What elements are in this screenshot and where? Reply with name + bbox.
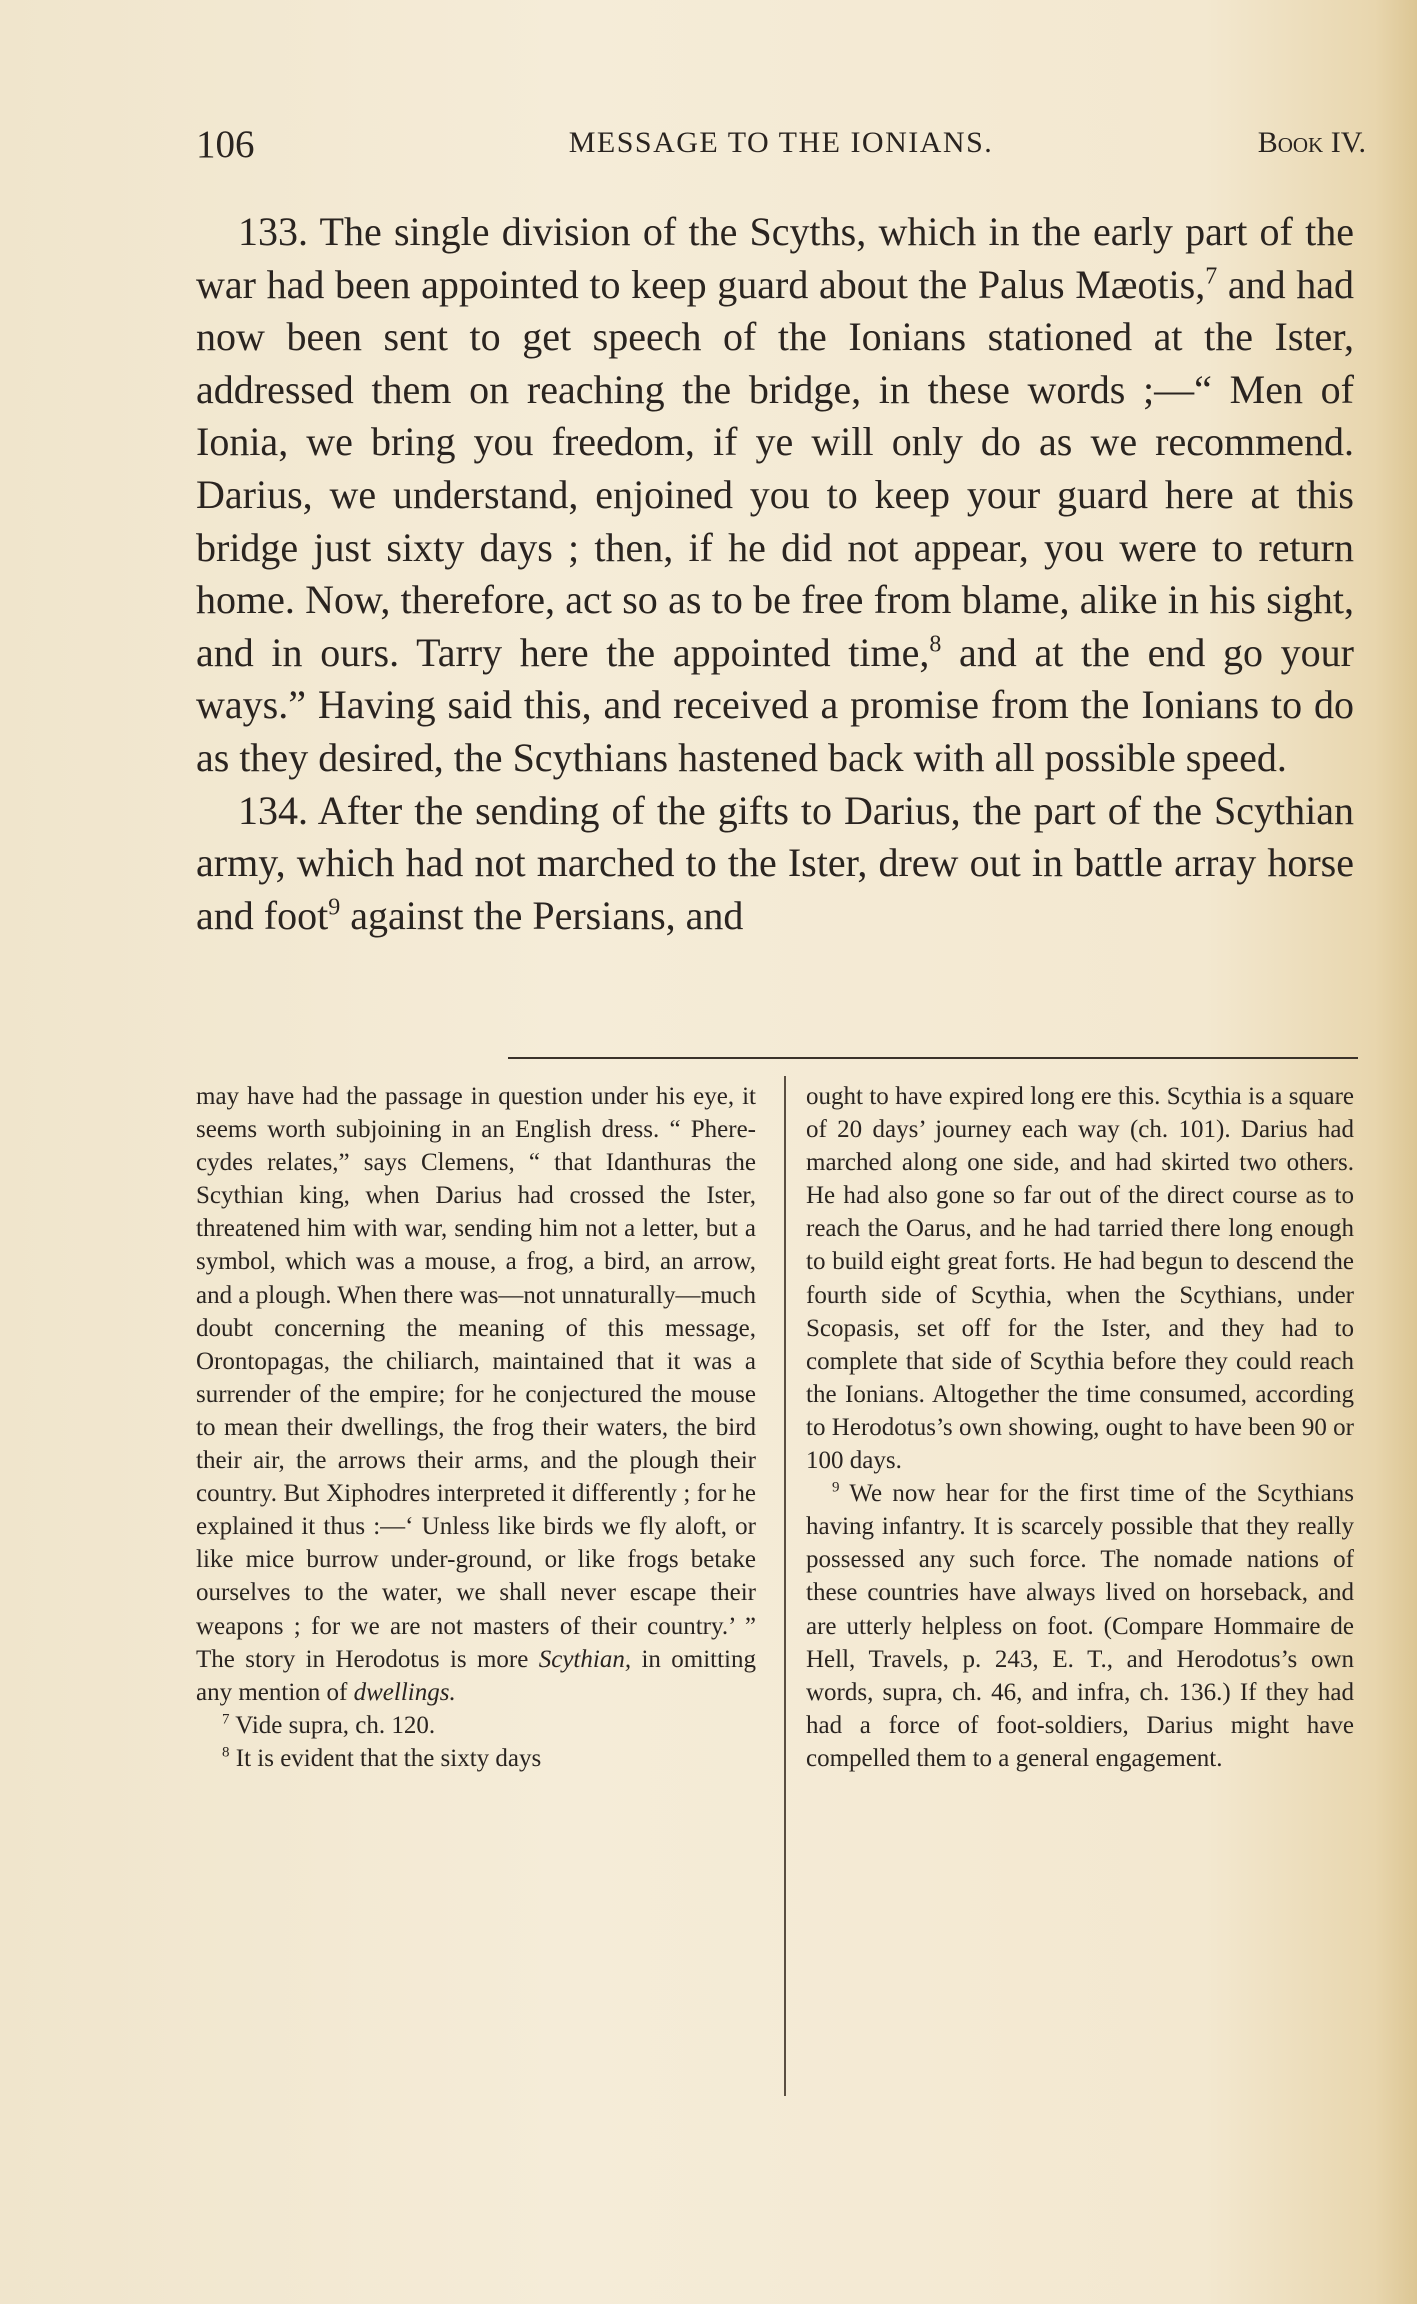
footnote-divider <box>508 1057 1358 1059</box>
running-title: MESSAGE TO THE IONIANS. <box>568 126 994 159</box>
footnote-ref-7: 7 <box>1205 263 1218 290</box>
book-label: Book IV. <box>1257 126 1366 159</box>
footnote-8-continuation: ought to have expired long ere this. Scythia is a square of 20 days’ journey each way (ch. 101). Darius had marched along one side, and had skirted two others. He had also gone so far out of the direct course as to reach the Oarus, and he had tarried there long enough to build eight great forts. He had begun to descend the fourth side of Scythia, when the Scythians, under Scopasis, set off for the Ister, and they had to complete that side of Scythia before they could reach the Ionians. Altogether the time consumed, according to Herodotus’s own showing, ought to have been 90 or 100 days. <box>806 1083 1354 1475</box>
footnotes-left-column <box>196 1080 756 1775</box>
page-number: 106 <box>196 123 255 166</box>
main-text <box>196 206 1354 942</box>
footnote-9: $^9$ We now hear for the first time of the Scythians having infantry. It is scarcely possible that they really possessed any such force. The nomade nations of these countries have always lived on horseback, and are utterly helpless on foot. (Compare Hommaire de Hell, Travels, p. 243, E. T., and Herodotus’s own words, supra, ch. 46, and infra, ch. 136.) If they had had a force of foot-soldiers, Darius might have compelled them to a general engagement. <box>806 1479 1354 1772</box>
column-divider <box>784 1076 786 2096</box>
footnote-7: $^7$ Vide supra, ch. 120. <box>222 1711 436 1739</box>
running-header <box>196 122 1366 166</box>
paragraph-134: 134. After the sending of the gifts to Darius, the part of the Scythian army, which had not marched to the Ister, drew out in battle array horse and foot$^9$ against the Persians, and <box>196 787 1354 938</box>
paragraph-133: 133. The single division of the Scyths, which in the early part of the war had been appointed to keep guard about the Palus Mæotis,$^7$ and had now been sent to get speech of the Ionians stationed at the Ister, addressed them on reaching the bridge, in these words ;—“ Men of Ionia, we bring you freedom, if ye will only do as we recommend. Darius, we understand, enjoined you to keep your guard here at this bridge just sixty days ; then, if he did not appear, you were to return home. Now, therefore, act so as to be free from blame, alike in his sight, and in ours. Tarry here the appointed time,$^8$ and at the end go your ways.” Having said this, and received a promise from the Ionians to do as they desired, the Scythians hastened back with all possible speed. <box>196 209 1355 780</box>
footnote-continuation: may have had the passage in question under his eye, it seems worth subjoining in an English dress. “ Pherecydes relates,” says Clemens, “ that Idanthuras the Scythian king, when Darius had crossed the Ister, threatened him with war, sending him not a letter, but a symbol, which was a mouse, a frog, a bird, an arrow, and a plough. When there was—not unnaturally—much doubt concerning the meaning of this message, Orontopagas, the chiliarch, maintained that it was a surrender of the empire; for he conjectured the mouse to mean their dwellings, the frog their waters, the bird their air, the arrows their arms, and the plough their country. But Xiphodres interpreted it differently ; for he explained it thus :—‘ Unless like birds we fly aloft, or like mice burrow under-ground, or like frogs betake ourselves to the water, we shall never escape their weapons ; for we are not masters of their country.’ ” The story in Herodotus is more Scythian, in omitting any mention of dwellings. <box>196 1083 756 1706</box>
footnote-8: $^8$ It is evident that the sixty days <box>222 1744 542 1772</box>
footnotes-right-column <box>806 1080 1354 1775</box>
footnote-ref-9: 9 <box>328 894 341 921</box>
footnote-ref-8: 8 <box>929 631 942 658</box>
